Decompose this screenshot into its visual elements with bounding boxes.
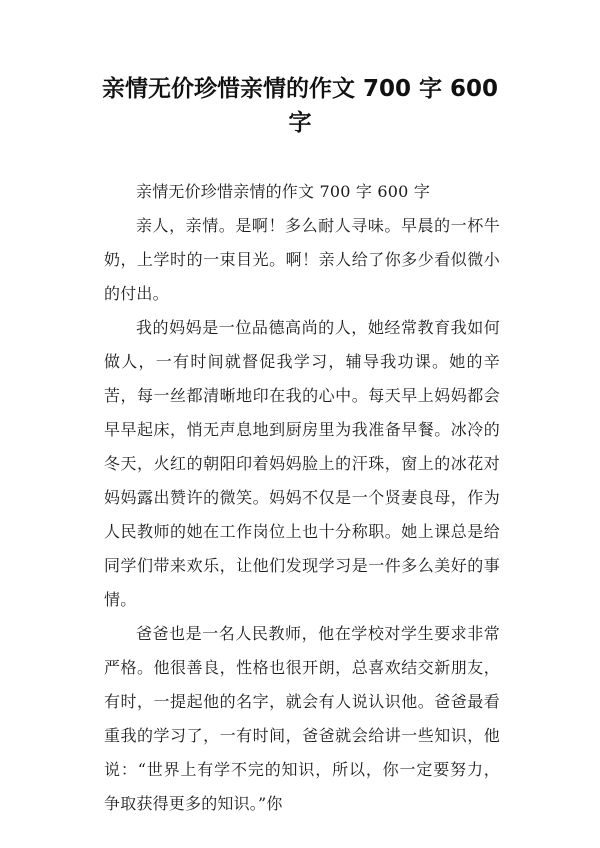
document-title: 亲情无价珍惜亲情的作文 700 字 600 字 xyxy=(101,76,499,136)
paragraph-2: 我的妈妈是一位品德高尚的人，她经常教育我如何做人，一有时间就督促我学习，辅导我功课。她的辛苦，每一丝都清晰地印在我的心中。每天早上妈妈都会早早起床，悄无声息地到厨房里为我准备早餐。冰冷的冬天，火红的朝阳印着妈妈脸上的汗珠，窗上的冰花对妈妈露出赞许的微笑。妈妈不仅是一个贤妻良母，作为人民教师的她在工作岗位上也十分称职。她上课总是给同学们带来欢乐，让他们发现学习是一件多么美好的事情。 xyxy=(104,318,500,609)
paragraph-1: 亲人，亲情。是啊！多么耐人寻味。早晨的一杯牛奶，上学时的一束目光。啊！亲人给了你多少看似微小的付出。 xyxy=(104,216,500,303)
paragraph-3: 爸爸也是一名人民教师，他在学校对学生要求非常严格。他很善良，性格也很开朗，总喜欢结交新朋友，有时，一提起他的名字，就会有人说认识他。爸爸最看重我的学习了，一有时间，爸爸就会给讲一些知识，他说：“世界上有学不完的知识，所以，你一定要努力，争取获得更多的知识。”你 xyxy=(104,624,500,813)
document-body xyxy=(104,175,500,821)
document-subtitle: 亲情无价珍惜亲情的作文 700 字 600 字 xyxy=(136,182,431,201)
